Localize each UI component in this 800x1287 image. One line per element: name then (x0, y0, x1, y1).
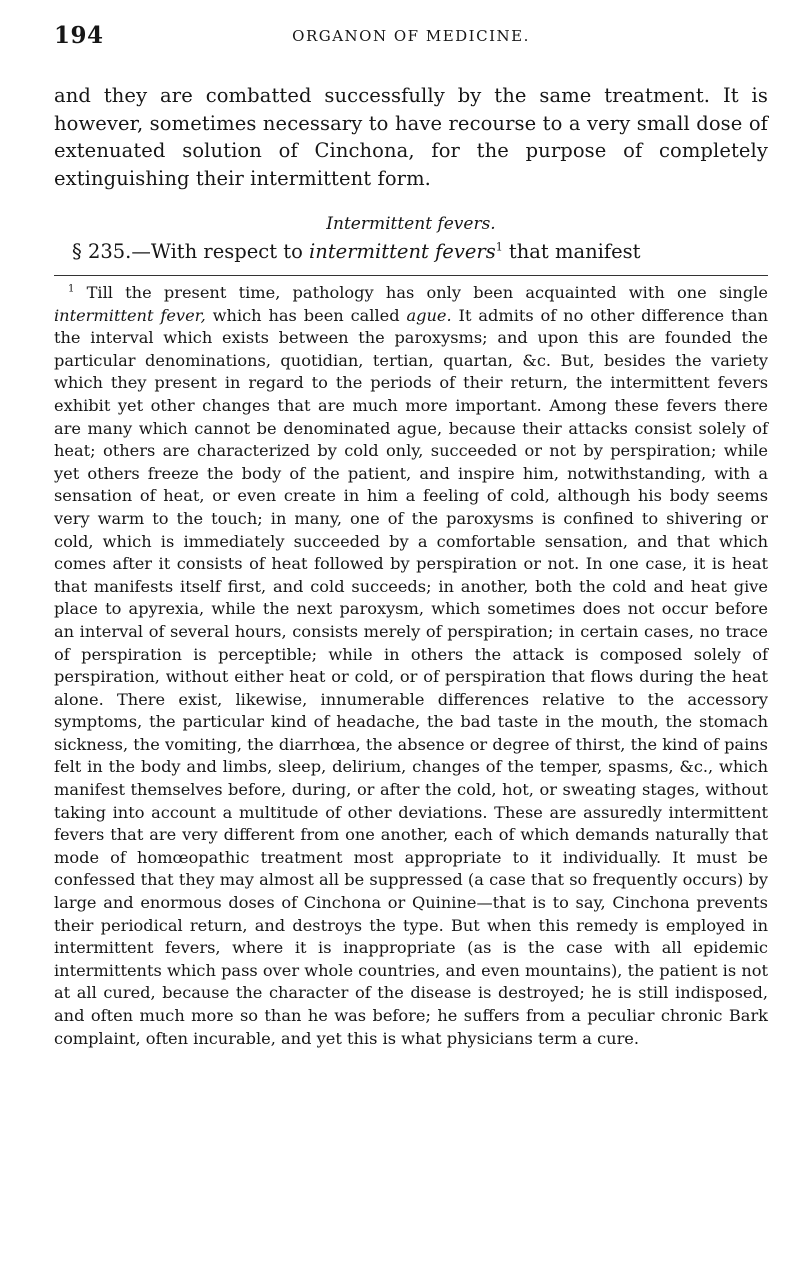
section-number: § 235.—With respect to (72, 239, 303, 263)
footnote-lead: Till the present time, pathology has only been acquainted with one single (86, 283, 768, 302)
section-term: intermittent fevers (309, 239, 496, 263)
section-heading: Intermittent fevers. (326, 213, 496, 234)
body-paragraph: and they are combatted successfully by the same treatment. It is however, sometimes necessary to have recourse to a very small dose of extenuated solution of Cinchona, for the purpose of completely extinguishing their intermittent form. (54, 84, 768, 190)
section-text: that manifest (508, 239, 641, 263)
footnote-rule (54, 275, 768, 276)
section-paragraph (54, 238, 768, 266)
running-title: ORGANON OF MEDICINE. (292, 27, 530, 45)
running-head (54, 22, 768, 56)
footnote (54, 282, 768, 1050)
footnote-term-intermittent-fever: intermittent fever, (54, 305, 206, 325)
footnote-mark: 1 (68, 283, 75, 295)
footnote-text: It admits of no other difference than the interval which exists between the paroxysms; and upon this are founded the particular denominations, quotidian, tertian, quartan, &c. But, besides the variety which they present in regard to the periods of their return, the intermittent fevers exhibit yet other changes that are much more important. Among these fevers there are many which cannot be denominated ague, because their attacks consist solely of heat; others are characterized by cold only, succeeded or not by perspiration; while yet others freeze the body of the patient, and inspire him, notwithstanding, with a sensation of heat, or even create in him a feeling of cold, although his body seems very warm to the touch; in many, one of the paroxysms is confined to shivering or cold, which is immediately succeeded by a comfortable sensation, and that which comes after it consists of heat followed by perspiration or not. In one case, it is heat that manifests itself first, and cold succeeds; in another, both the cold and heat give place to apyrexia, while the next paroxysm, which sometimes does not occur before an interval of several hours, consists merely of perspiration; in certain cases, no trace of perspiration is perceptible; while in others the attack is composed solely of perspiration, without either heat or cold, or of perspiration that flows during the heat alone. There exist, likewise, innumerable differences relative to the accessory symptoms, the particular kind of headache, the bad taste in the mouth, the stomach sickness, the vomiting, the diarrhœa, the absence or degree of thirst, the kind of pains felt in the body and limbs, sleep, delirium, changes of the temper, spasms, &c., which manifest themselves before, during, or after the cold, hot, or sweating stages, without taking into account a multitude of other deviations. These are assuredly intermittent fevers that are very different from one another, each of which demands naturally that mode of homœopathic treatment most appropriate to it individually. It must be confessed that they may almost all be suppressed (a case that so frequently occurs) by large and enormous doses of Cinchona or Quinine—that is to say, Cinchona prevents their periodical return, and destroys the type. But when this remedy is employed in intermittent fevers, where it is inappropriate (as is the case with all epidemic intermittents which pass over whole countries, and even mountains), the patient is not at all cured, because the character of the disease is destroyed; he is still indisposed, and often much more so than he was before; he suffers from a peculiar chronic Bark complaint, often incurable, and yet this is what physicians term a cure. (54, 305, 768, 1048)
footnote-middle: which has been called (212, 305, 400, 325)
book-page (54, 22, 768, 1066)
footnote-term-ague: ague. (406, 305, 452, 325)
footnote-reference[interactable]: 1 (495, 240, 503, 253)
page-number: 194 (54, 22, 104, 49)
